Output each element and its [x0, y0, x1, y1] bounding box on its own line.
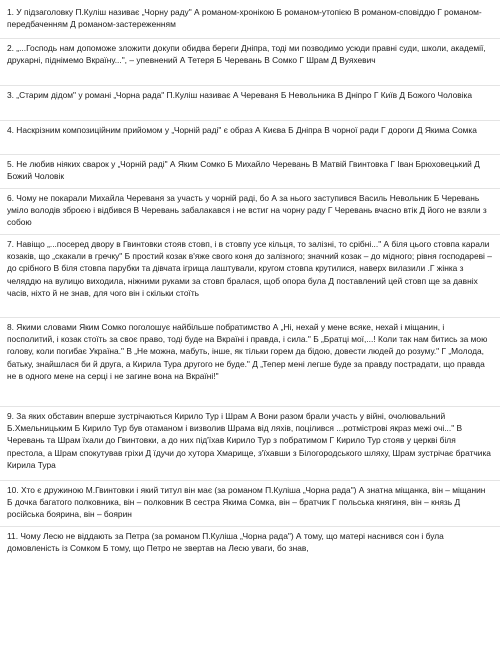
question-5: 5. Не любив ніяких сварок у „Чорній раді" А Яким Сомко Б Михайло Черевань В Матвій Гвинтовка Г Іван Брюховецький Д Божий Чоловік	[7, 159, 480, 182]
question-6: 6. Чому не покарали Михайла Череваня за участь у чорній раді, бо А за нього заступився Василь Невольник Б Черевань уміло володів зброєю і відбився В Черевань забалакався і не встиг на чорну раду Г Черевань вчасно втік Д його не взяли з собою	[7, 193, 487, 228]
divider	[0, 38, 500, 39]
question-7: 7. Навіщо „...посеред двору в Гвинтовки стояв стовп, і в стовпу усе кільця, то залізні, то срібні..." А біля цього стовпа карали козаків, що „скакали в гречку" Б простий козак в'яже свого коня до залізного; значний козак – до мідного; рівня господареві – до срібного В біля стовпа парубки та дівчата ігрища лаштували, кругом стовпа крутилися, наверх вилазили .Г жінка з челяддю на вулицю виходила, ніжними руками за стовп бралася, щоб опора була Д поставлений цей стовп ще за давніх часів, ніхто й не знав, для чого він і скільки стоїть	[7, 239, 492, 298]
question-2: 2. „...Господь нам допоможе зложити докупи обидва береги Дніпра, тоді ми позводимо усюди правні суди, школи, академії, друкарні, піднімемо Вкраїну...", – упевнений А Тетеря Б Черевань В Сомко Г Шрам Д Вуяхевич	[7, 43, 486, 66]
divider	[0, 120, 500, 121]
divider	[0, 188, 500, 189]
question-10: 10. Хто є дружиною М.Гвинтовки і який титул він має (за романом П.Куліша „Чорна рада") А знатна міщанка, він – міщанин Б дочка багатого полковника, він – полковник В сестра Якима Сомка, він – братчик Г польська княгиня, він – князь Д російська боярина, він – боярин	[7, 485, 486, 520]
divider	[0, 406, 500, 407]
divider	[0, 480, 500, 481]
divider	[0, 234, 500, 235]
divider	[0, 154, 500, 155]
question-4: 4. Наскрізним композиційним прийомом у „Чорній раді" є образ А Києва Б Дніпра В чорної ради Г дороги Д Якима Сомка	[7, 125, 477, 135]
divider	[0, 317, 500, 318]
divider	[0, 526, 500, 527]
divider	[0, 85, 500, 86]
question-9: 9. За яких обставин вперше зустрічаються Кирило Тур і Шрам А Вони разом брали участь у війні, очолювальний Б.Хмельницьким Б Кирило Тур був отаманом і визволив Шрама від ляхів, поцілився ...ротмістрові якраз межі очі..." В Черевань та Шрам їхали до Гвинтовки, а до них під'їхав Кирило Тур з побратимом Г Кирило Тур стояв у церкві біля престола, а Шрам спокутував гріхи Д їдучи до хутора Хмарище, з'їхавши з Білогородського шляху, Шрам зустрічає братчика Кирила Тура	[7, 411, 491, 470]
question-11: 11. Чому Лесю не віддають за Петра (за романом П.Куліша „Чорна рада") А тому, що матері наснився сон і була домовленість із Сомком Б тому, що Петро не звертав на Лесю уваги, бо знав,	[7, 531, 444, 554]
question-1: 1. У підзаголовку П.Куліш називає „Чорну раду" А романом-хронікою Б романом-утопією В романом-сповіддю Г романом-передбаченням Д романом-застереженням	[7, 7, 482, 30]
question-3: 3. „Старим дідом" у романі „Чорна рада" П.Куліш називає А Череваня Б Невольника В Дніпро Г Київ Д Божого Чоловіка	[7, 90, 473, 100]
question-8: 8. Якими словами Яким Сомко поголошує найбільше побратимство А „Ні, нехай у мене всяке, нехай і міщанин, і посполитий, і козак стоїть за своє право, тоді буде на Вкраїні і правда, і сила." Б „Братці мої,...! Коли так нам битись за мою голову, коли погибає Україна." В „Не можна, мабуть, інше, як тільки горем да бідою, довести людей до розуму." Г „Молода, батьку, знайшлася би й друга, а Кирила Тура другого не буде." Д „Тепер мені легше буде за правду пострадати, що правда не в одного мене на серці і не загине вона на Вкраїні!"	[7, 322, 488, 381]
